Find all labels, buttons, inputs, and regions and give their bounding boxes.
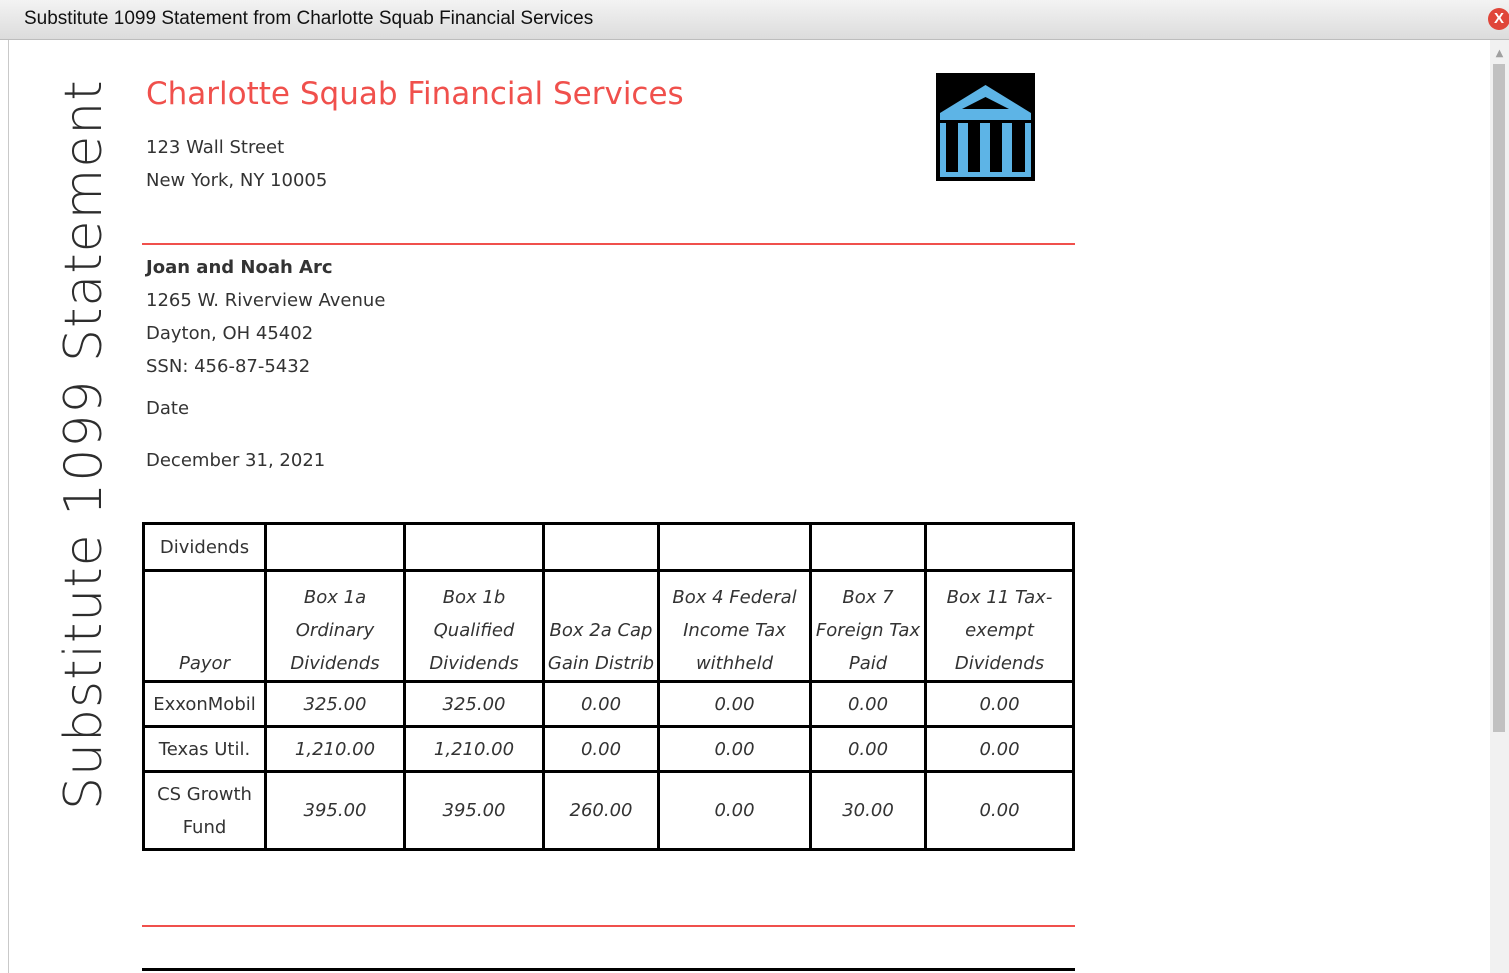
value-cell: 0.00 xyxy=(926,727,1074,772)
header-line: Paid xyxy=(848,653,888,674)
value-cell: 0.00 xyxy=(811,727,926,772)
header-box-1b xyxy=(405,571,544,682)
close-button[interactable]: X xyxy=(1488,8,1509,30)
header-line: exempt xyxy=(965,620,1034,641)
header-box-1a xyxy=(266,571,405,682)
value-cell: 260.00 xyxy=(544,772,659,850)
payor-line: CS Growth xyxy=(157,783,252,805)
header-line: Box 11 Tax- xyxy=(946,587,1053,608)
payor-line: Fund xyxy=(182,816,227,838)
recipient-name: Joan and Noah Arc xyxy=(146,257,333,278)
scroll-thumb[interactable] xyxy=(1493,64,1505,732)
payer-address-line1: 123 Wall Street xyxy=(146,137,285,158)
footer-divider xyxy=(142,925,1075,927)
dividends-table xyxy=(142,522,1075,851)
header-line: Dividends xyxy=(290,653,380,674)
header-line: Dividends xyxy=(429,653,519,674)
value-cell: 0.00 xyxy=(811,682,926,727)
value-cell: 0.00 xyxy=(926,772,1074,850)
next-table-top-border xyxy=(142,968,1075,971)
value-cell: 395.00 xyxy=(266,772,405,850)
header-line: Qualified xyxy=(433,620,515,641)
table-section-row xyxy=(144,524,1074,571)
value-cell: 30.00 xyxy=(811,772,926,850)
table-row xyxy=(144,772,1074,850)
vertical-scrollbar[interactable] xyxy=(1490,40,1509,973)
header-line: Payor xyxy=(179,653,230,674)
payor-cell xyxy=(144,772,266,850)
payer-address-line2: New York, NY 10005 xyxy=(146,170,328,191)
header-divider xyxy=(142,243,1075,245)
date-label: Date xyxy=(146,398,190,419)
payor-line: Texas Util. xyxy=(158,738,251,760)
value-cell: 325.00 xyxy=(266,682,405,727)
value-cell: 0.00 xyxy=(544,727,659,772)
header-line: Income Tax xyxy=(683,620,786,641)
table-row xyxy=(144,682,1074,727)
value-cell: 0.00 xyxy=(544,682,659,727)
header-box-11 xyxy=(926,571,1074,682)
header-line: Ordinary xyxy=(295,620,375,641)
window-titlebar xyxy=(0,0,1509,40)
value-cell: 0.00 xyxy=(659,727,811,772)
payer-name: Charlotte Squab Financial Services xyxy=(146,76,684,112)
date-value: December 31, 2021 xyxy=(146,450,326,471)
value-cell: 395.00 xyxy=(405,772,544,850)
scroll-up-arrow-icon[interactable]: ▲ xyxy=(1495,48,1504,59)
header-line: Gain Distrib xyxy=(547,653,655,674)
payor-cell xyxy=(144,727,266,772)
value-cell: 0.00 xyxy=(659,772,811,850)
bank-building-icon xyxy=(936,73,1035,181)
header-box-4 xyxy=(659,571,811,682)
value-cell: 0.00 xyxy=(926,682,1074,727)
recipient-address-line1: 1265 W. Riverview Avenue xyxy=(146,290,386,311)
value-cell: 1,210.00 xyxy=(266,727,405,772)
header-line: withheld xyxy=(695,653,774,674)
value-cell: 325.00 xyxy=(405,682,544,727)
payor-cell xyxy=(144,682,266,727)
header-line: Box 1a xyxy=(303,587,367,608)
header-payor xyxy=(144,571,266,682)
value-cell: 1,210.00 xyxy=(405,727,544,772)
header-line: Dividends xyxy=(954,653,1045,674)
value-cell: 0.00 xyxy=(659,682,811,727)
table-header-row xyxy=(144,571,1074,682)
content-border xyxy=(8,40,9,973)
recipient-ssn: SSN: 456-87-5432 xyxy=(146,356,311,377)
header-line: Box 1b xyxy=(442,587,506,608)
header-line: Box 4 Federal xyxy=(672,587,797,608)
header-line: Foreign Tax xyxy=(815,620,921,641)
header-line: Box 2a Cap xyxy=(549,620,653,641)
window-title: Substitute 1099 Statement from Charlotte Squab Financial Services xyxy=(24,8,594,29)
statement-title: Substitute 1099 Statement xyxy=(54,79,114,810)
table-row xyxy=(144,727,1074,772)
header-box-7 xyxy=(811,571,926,682)
header-line: Box 7 xyxy=(842,587,894,608)
section-label-cell: Dividends xyxy=(144,524,266,571)
header-box-2a xyxy=(544,571,659,682)
payor-line: ExxonMobil xyxy=(153,693,256,715)
recipient-address-line2: Dayton, OH 45402 xyxy=(146,323,314,344)
